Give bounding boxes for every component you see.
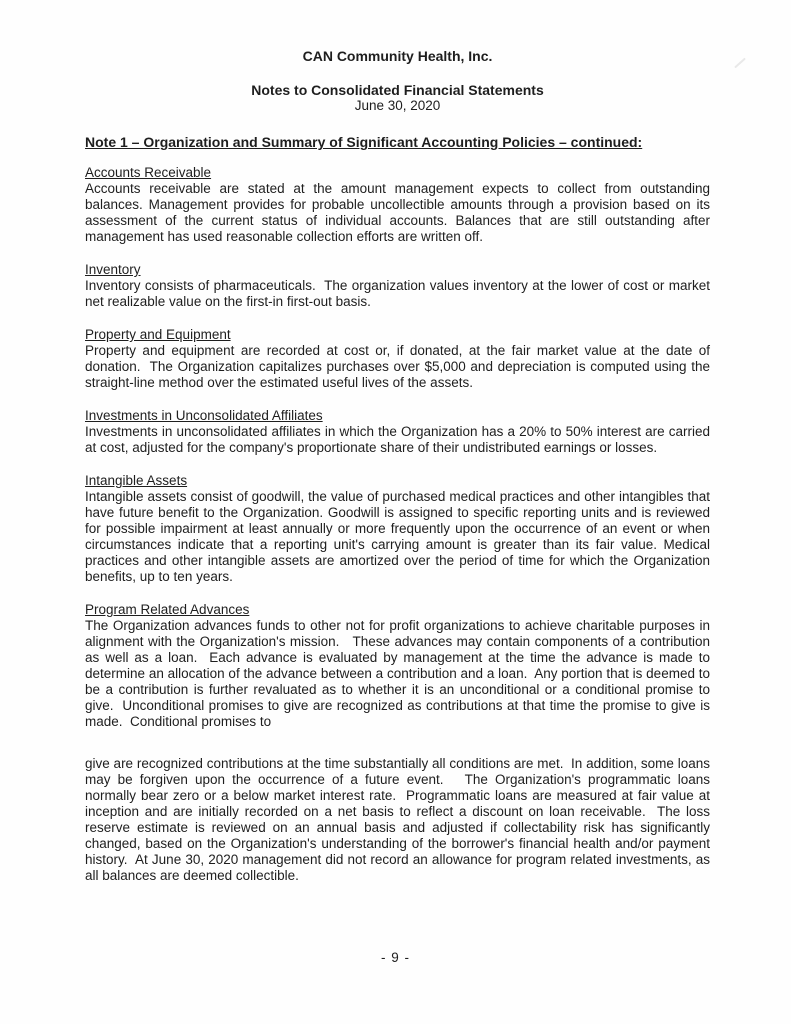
section-heading-program-related-advances: Program Related Advances xyxy=(85,602,250,617)
section-investments-unconsolidated-affiliates xyxy=(85,408,714,456)
section-body-investments-unconsolidated-affiliates: Investments in unconsolidated affiliates in which the Organization has a 20% to 50% interest are carried at cost, adjusted for the company's proportionate share of their undistributed earnings or losses. xyxy=(85,424,714,455)
section-accounts-receivable xyxy=(85,165,714,245)
note-heading: Note 1 – Organization and Summary of Significant Accounting Policies – continued: xyxy=(85,134,643,150)
section-heading-intangible-assets: Intangible Assets xyxy=(85,473,188,488)
continuation-paragraph: give are recognized contributions at the time substantially all conditions are met. In addition, some loans may be forgiven upon the occurrence of a future event. The Organization's programmatic loans normally bear zero or a below market interest rate. Programmatic loans are measured at fair value at inception and are initially recorded on a net basis to reflect a discount on loan receivable. The loss reserve estimate is reviewed on an annual basis and adjusted if collectability risk has significantly changed, based on the Organization's understanding of the borrower's financial health and/or payment history. At June 30, 2020 management did not record an allowance for program related investments, as all balances are deemed collectible. xyxy=(85,756,714,883)
document-header xyxy=(85,48,710,114)
org-name: CAN Community Health, Inc. xyxy=(302,48,493,64)
section-heading-property-and-equipment: Property and Equipment xyxy=(85,327,231,342)
section-inventory xyxy=(85,262,714,310)
section-body-property-and-equipment: Property and equipment are recorded at cost or, if donated, at the fair market value at the date of donation. The Organization capitalizes purchases over $5,000 and depreciation is computed using the straight-line method over the estimated useful lives of the assets. xyxy=(85,343,714,390)
section-body-accounts-receivable: Accounts receivable are stated at the amount management expects to collect from outstanding balances. Management provides for probable uncollectible amounts through a provision based on its assessment of the current status of individual accounts. Balances that are still outstanding after management has used reasonable collection efforts are written off. xyxy=(85,181,714,244)
scan-artifact xyxy=(734,58,746,69)
document-title: Notes to Consolidated Financial Statements xyxy=(251,82,544,98)
section-property-and-equipment xyxy=(85,327,714,391)
section-heading-accounts-receivable: Accounts Receivable xyxy=(85,165,212,180)
section-heading-inventory: Inventory xyxy=(85,262,141,277)
section-body-intangible-assets: Intangible assets consist of goodwill, the value of purchased medical practices and other intangibles that have future benefit to the Organization. Goodwill is assigned to specific reporting units and is reviewed for possible impairment at least annually or more frequently upon the occurrence of an event or when circumstances indicate that a reporting unit's carrying amount is greater than its fair value. Medical practices and other intangible assets are amortized over the period of time for which the Organization benefits, up to ten years. xyxy=(85,489,714,584)
section-intangible-assets xyxy=(85,473,714,585)
section-body-program-related-advances: The Organization advances funds to other not for profit organizations to achieve charitable purposes in alignment with the Organization's mission. These advances may contain components of a contribution as well as a loan. Each advance is evaluated by management at the time the advance is made to determine an allocation of the advance between a contribution and a loan. Any portion that is deemed to be a contribution is further revaluated as to whether it is an unconditional or a conditional promise to give. Unconditional promises to give are recognized as contributions at that time the promise to give is made. Conditional promises to xyxy=(85,618,714,729)
page-number: - 9 - xyxy=(380,950,410,965)
section-program-related-advances xyxy=(85,602,714,730)
section-heading-investments-unconsolidated-affiliates: Investments in Unconsolidated Affiliates xyxy=(85,408,323,423)
document-date: June 30, 2020 xyxy=(354,98,441,113)
section-body-inventory: Inventory consists of pharmaceuticals. The organization values inventory at the lower of cost or market net realizable value on the first-in first-out basis. xyxy=(85,278,714,309)
